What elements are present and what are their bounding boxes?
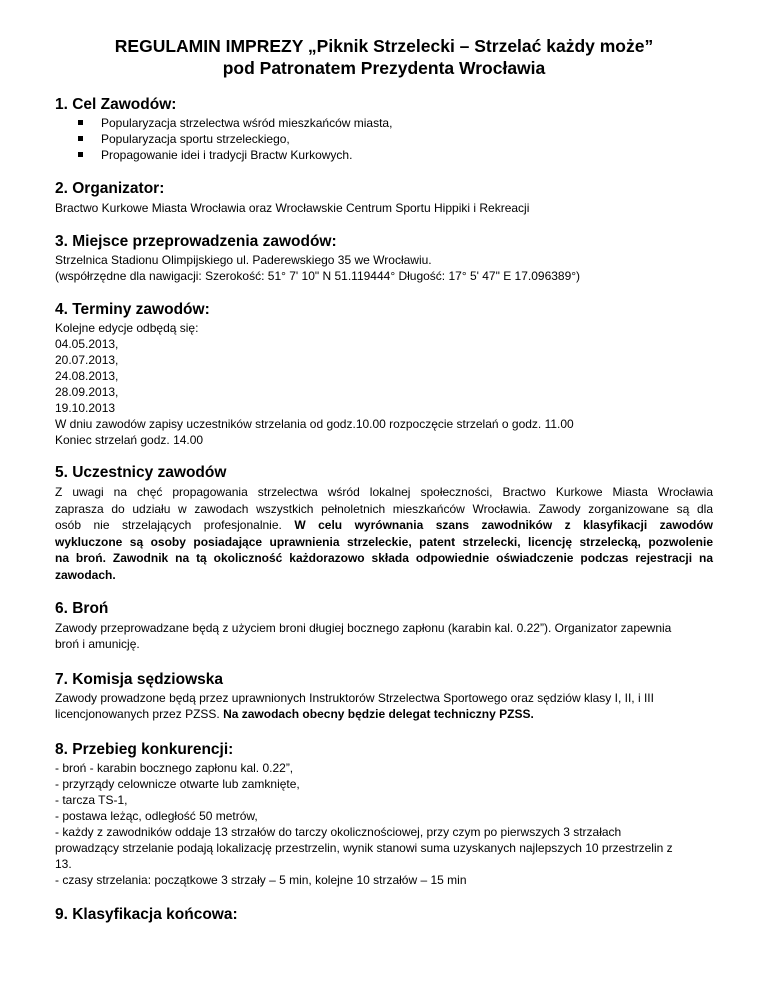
section-6-line2: broń i amunicję. bbox=[55, 637, 140, 651]
section-8-line: - przyrządy celownicze otwarte lub zamknięte, bbox=[55, 777, 300, 791]
paragraph-bold-text: W celu wyrównania szans zawodników z klasyfikacji zawodów bbox=[294, 518, 713, 532]
section-1-heading: 1. Cel Zawodów: bbox=[55, 96, 177, 113]
section-8-line: - broń - karabin bocznego zapłonu kal. 0.22”, bbox=[55, 761, 294, 775]
paragraph-bold-text: na broń. Zawodnik na tą okoliczność każdorazowo składa odpowiednie oświadczenie podczas rejestracji na bbox=[55, 551, 713, 565]
section-4-line: 04.05.2013, bbox=[55, 337, 119, 351]
section-2-heading: 2. Organizator: bbox=[55, 180, 165, 197]
section-8-line: - postawa leżąc, odległość 50 metrów, bbox=[55, 809, 258, 823]
list-item: Popularyzacja strzelectwa wśród mieszkańców miasta, bbox=[78, 115, 392, 131]
section-8-line: - czasy strzelania: początkowe 3 strzały – 5 min, kolejne 10 strzałów – 15 min bbox=[55, 873, 467, 887]
section-3-heading: 3. Miejsce przeprowadzenia zawodów: bbox=[55, 233, 337, 250]
section-2-text: Bractwo Kurkowe Miasta Wrocławia oraz Wrocławskie Centrum Sportu Hippiki i Rekreacji bbox=[55, 201, 530, 215]
paragraph-line: Z uwagi na chęć propagowania strzelectwa wśród lokalnej społeczności, Bractwo Kurkowe Miasta Wrocławia bbox=[55, 485, 713, 499]
section-7-line1: Zawody prowadzone będą przez uprawnionych Instruktorów Strzelectwa Sportowego oraz sędziów klasy I, II, i III bbox=[55, 691, 654, 705]
document-title-line2: pod Patronatem Prezydenta Wrocławia bbox=[222, 58, 546, 78]
section-4-line: 20.07.2013, bbox=[55, 353, 119, 367]
section-8-line: - tarcza TS-1, bbox=[55, 793, 128, 807]
paragraph-bold-text: wykluczone są osoby posiadające uprawnienia strzeleckie, patent strzelecki, licencję strzelecką, pozwolenie bbox=[55, 534, 713, 549]
section-7-line2 bbox=[55, 706, 534, 722]
section-4-line: 28.09.2013, bbox=[55, 385, 119, 399]
section-4-line: Koniec strzelań godz. 14.00 bbox=[55, 433, 204, 447]
document-title-line1: REGULAMIN IMPREZY „Piknik Strzelecki – Strzelać każdy może” bbox=[114, 36, 654, 56]
section-3-line1: Strzelnica Stadionu Olimpijskiego ul. Paderewskiego 35 we Wrocławiu. bbox=[55, 253, 432, 267]
section-9-heading: 9. Klasyfikacja końcowa: bbox=[55, 906, 238, 923]
section-3-line2: (współrzędne dla nawigacji: Szerokość: 51° 7' 10" N 51.119444° Długość: 17° 5' 47" E 17.096389°) bbox=[55, 269, 581, 283]
section-4-line: W dniu zawodów zapisy uczestników strzelania od godz.10.00 rozpoczęcie strzelań o godz. 11.00 bbox=[55, 417, 574, 431]
section-8-heading: 8. Przebieg konkurencji: bbox=[55, 741, 234, 758]
paragraph-line bbox=[55, 567, 713, 584]
paragraph-line: zaprasza do udziału w zawodach wszystkich pełnoletnich mieszkańców Wrocławia. Zawody zorganizowane są dla bbox=[55, 501, 713, 516]
paragraph-text: licencjonowanych przez PZSS. bbox=[55, 707, 224, 721]
section-7-heading: 7. Komisja sędziowska bbox=[55, 671, 223, 688]
list-item: Propagowanie idei i tradycji Bractw Kurkowych. bbox=[78, 147, 392, 163]
section-8-line: - każdy z zawodników oddaje 13 strzałów do tarczy okolicznościowej, przy czym po pierwszych 3 strzałach bbox=[55, 825, 622, 839]
paragraph-line bbox=[55, 517, 713, 534]
section-6-line1: Zawody przeprowadzane będą z użyciem broni długiej bocznego zapłonu (karabin kal. 0.22”). Organizator zapewnia bbox=[55, 621, 672, 635]
section-1-list bbox=[78, 115, 392, 163]
paragraph-text: osób nie strzelających profesjonalnie. bbox=[55, 518, 295, 532]
section-4-line: 19.10.2013 bbox=[55, 401, 116, 415]
paragraph-line bbox=[55, 550, 713, 567]
paragraph-bold-text: Na zawodach obecny będzie delegat techniczny PZSS. bbox=[223, 707, 534, 721]
section-8-line: prowadzący strzelanie podają lokalizację przestrzelin, wynik stanowi suma uzyskanych najlepszych 10 przestrzelin z bbox=[55, 841, 673, 855]
section-5-paragraph bbox=[55, 484, 713, 583]
list-item: Popularyzacja sportu strzeleckiego, bbox=[78, 131, 392, 147]
section-4-line: Kolejne edycje odbędą się: bbox=[55, 321, 199, 335]
section-4-line: 24.08.2013, bbox=[55, 369, 119, 383]
section-4-heading: 4. Terminy zawodów: bbox=[55, 301, 210, 318]
paragraph-line bbox=[55, 534, 713, 551]
section-6-heading: 6. Broń bbox=[55, 600, 109, 617]
paragraph-bold-text: zawodach. bbox=[55, 567, 116, 582]
section-8-line: 13. bbox=[55, 857, 72, 871]
section-5-heading: 5. Uczestnicy zawodów bbox=[55, 464, 227, 481]
